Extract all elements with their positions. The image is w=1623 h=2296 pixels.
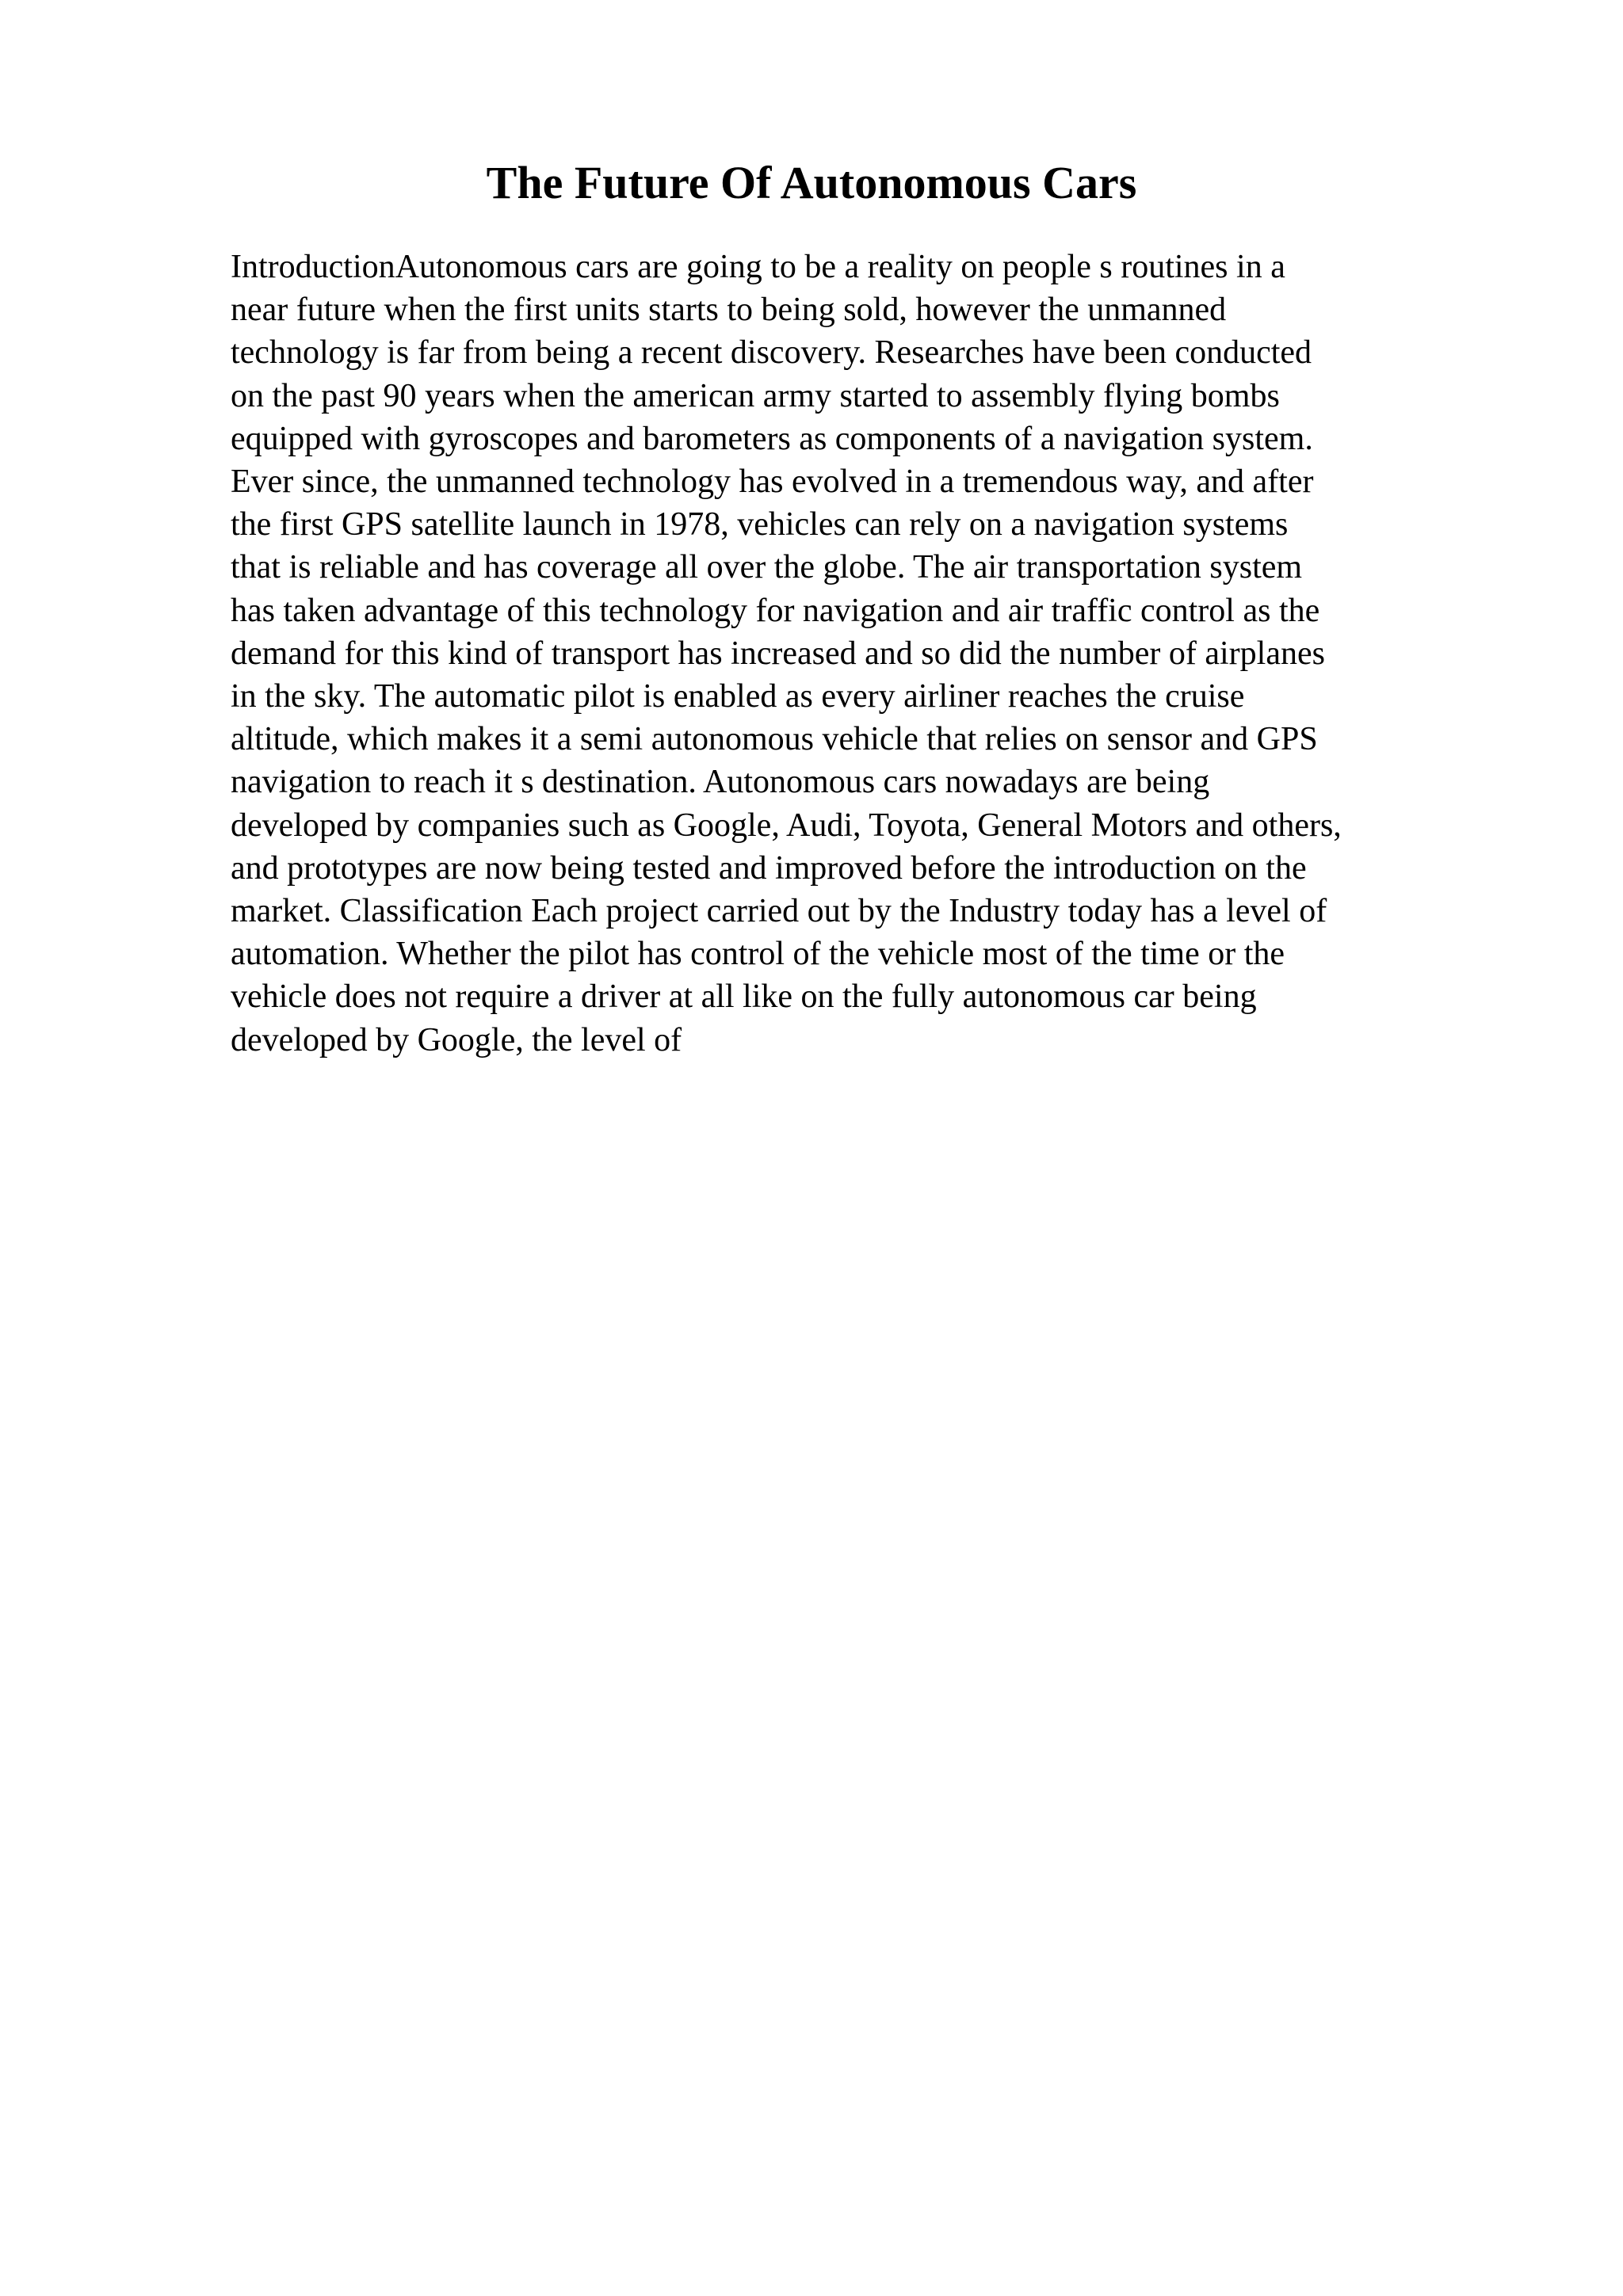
body-line: IntroductionAutonomous cars are going to be a reality on people s routines in a [231,249,1285,285]
body-line: near future when the first units starts to being sold, however the unmanned [231,292,1227,329]
body-line: equipped with gyroscopes and barometers as components of a navigation system. [231,420,1313,457]
body-line: has taken advantage of this technology for navigation and air traffic control as the [231,592,1320,629]
body-line: altitude, which makes it a semi autonomous vehicle that relies on sensor and GPS [231,721,1318,758]
document-body [231,246,1514,1062]
document-title: The Future Of Autonomous Cars [486,157,1137,208]
body-line: market. Classification Each project carried out by the Industry today has a level of [231,893,1327,930]
body-line: automation. Whether the pilot has control of the vehicle most of the time or the [231,936,1285,973]
body-line: on the past 90 years when the american army started to assembly flying bombs [231,377,1280,414]
body-line: developed by companies such as Google, Audi, Toyota, General Motors and others, [231,807,1342,844]
body-line: Ever since, the unmanned technology has evolved in a tremendous way, and after [231,463,1314,501]
body-line: technology is far from being a recent discovery. Researches have been conducted [231,334,1312,372]
body-line: vehicle does not require a driver at all like on the fully autonomous car being [231,978,1257,1016]
body-line: in the sky. The automatic pilot is enabled as every airliner reaches the cruise [231,678,1245,715]
body-line: demand for this kind of transport has increased and so did the number of airplanes [231,635,1325,672]
body-line: that is reliable and has coverage all over the globe. The air transportation system [231,549,1303,586]
body-line: navigation to reach it s destination. Autonomous cars nowadays are being [231,764,1210,801]
body-line: developed by Google, the level of [231,1021,682,1058]
body-line: and prototypes are now being tested and improved before the introduction on the [231,849,1307,887]
body-line: the first GPS satellite launch in 1978, vehicles can rely on a navigation systems [231,506,1289,543]
